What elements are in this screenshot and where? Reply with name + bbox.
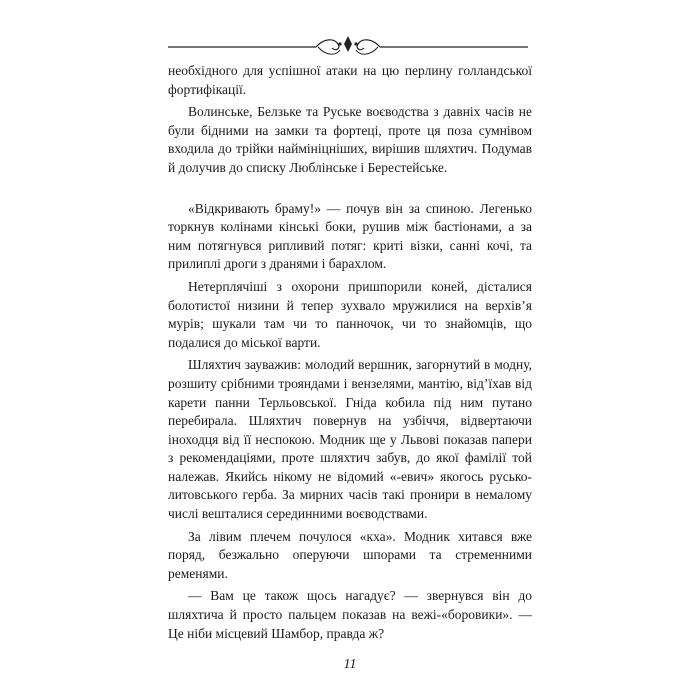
paragraph: необхідного для успішної атаки на цю перлину голландської фортифікації. xyxy=(168,63,532,97)
paragraph: «Відкривають браму!» — почув він за спиною. Легенько торкнув колінами кінські боки, рушив між бастіонами, а за ним потягнувся рипливий потяг: криті візки, санні кочі, та прилиплі дроги з дранями і барахлом. xyxy=(168,200,532,272)
paragraph: Волинське, Белзьке та Руське воєводства з давніх часів не були бідними на замки та фортеці, проте ця поза сумнівом входила до трійки наймініцніших, вирішив шляхтич. Подумав й долучив до списку Люблінське і Берестейське. xyxy=(168,104,532,175)
page-number: 11 xyxy=(343,657,357,672)
paragraph: Нетерплячіші з охорони пришпорили коней, дісталися болотистої низини й тепер зухвало мружилися на верхів’я мурів; шукали там чи то панночок, чи то знайомців, що подалися до міської варти. xyxy=(168,278,532,350)
body-text xyxy=(168,62,532,647)
paragraph: Шляхтич зауважив: молодий вершник, загорнутий в модну, розшиту срібними трояндами і вензелями, мантію, від’їхав від карети панни Терльовської. Гніда кобила під ним путано перебирала. Шляхтич повернув на узбіччя, відвертаючи іноходця від її неспокою. Модник ще у Львові показав папери з рекомендаціями, проте шляхтич забув, до якої фамілії той належав. Якийсь нікому не відомий «-евич» якогось русько-литовського герба. За мирних часів такі пронири в немалому числі вешталися серединними воєводствами. xyxy=(168,357,532,522)
paragraph: — Вам це також щось нагадує? — звернувся він до шляхтича й просто пальцем показав на вежі-«боровики». — Це ніби місцевий Шамбор, правда ж? xyxy=(168,588,532,641)
paragraph: За лівим плечем почулося «кха». Модник хитався вже поряд, безжально оперуючи шпорами та стременними ременями. xyxy=(168,528,532,581)
header-ornament xyxy=(168,30,528,60)
